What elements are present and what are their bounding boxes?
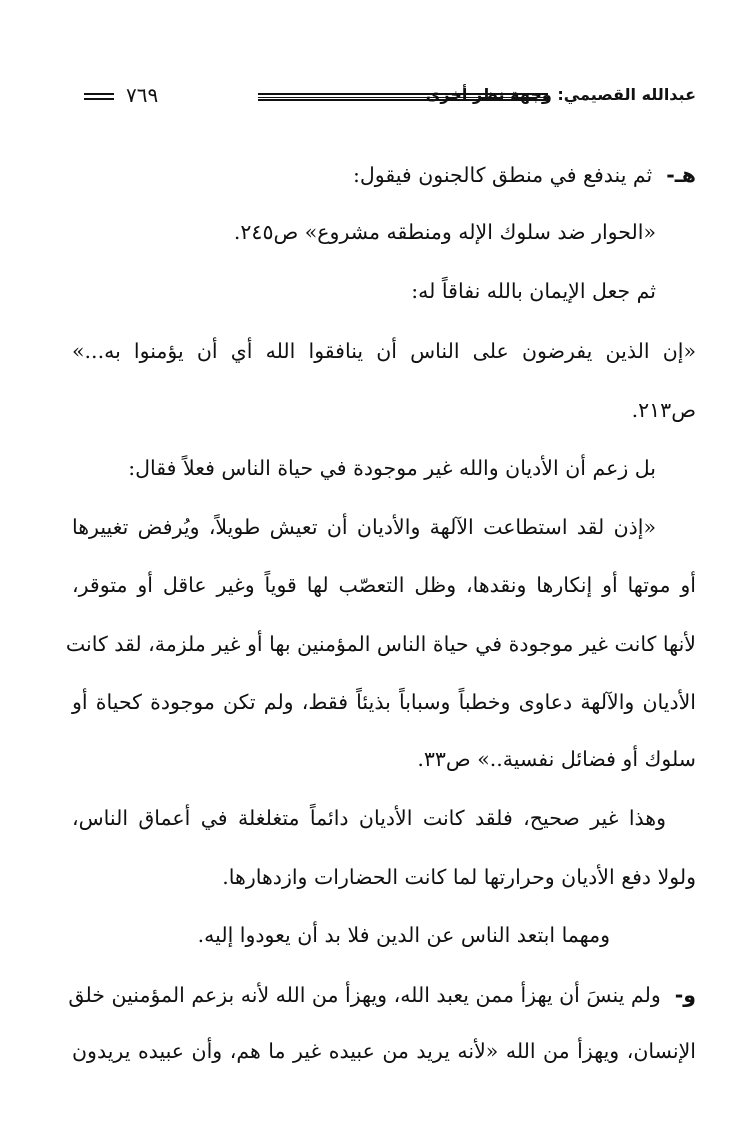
text-line: أو موتها أو إنكارها ونقدها، وظل التعصّب لها قوياً وغير عاقل أو متوقر، (72, 573, 696, 597)
text-line: سلوك أو فضائل نفسية..» ص٣٣. (417, 747, 696, 771)
text-line: «الحوار ضد سلوك الإله ومنطقه مشروع» ص٢٤٥. (233, 220, 656, 244)
text-line: «إذن لقد استطاعت الآلهة والأديان أن تعيش طويلاً، ويُرفض تغييرها (72, 515, 656, 539)
text-line: بل زعم أن الأديان والله غير موجودة في حياة الناس فعلاً فقال: (128, 456, 656, 480)
running-title: عبدالله القصيمي: وجهة نظر أخرى (425, 85, 696, 104)
text-line: ومهما ابتعد الناس عن الدين فلا بد أن يعودوا إليه. (197, 923, 610, 947)
page-number: ٧٦٩ (126, 83, 159, 107)
text-line: هـ-ثم يندفع في منطق كالجنون فيقول: (352, 163, 696, 187)
text-line: ثم جعل الإيمان بالله نفاقاً له: (411, 279, 656, 303)
page-number-rule (84, 93, 114, 97)
running-header (84, 84, 696, 110)
header-rule (258, 93, 548, 98)
text-line: ولولا دفع الأديان وحرارتها لما كانت الحضارات وازدهارها. (222, 865, 696, 889)
text-line: «إن الذين يفرضون على الناس أن ينافقوا الله أي أن يؤمنوا به...» (72, 339, 696, 363)
text-line: وهذا غير صحيح، فلقد كانت الأديان دائماً متغلغلة في أعماق الناس، (72, 806, 666, 830)
text-line: الأديان والآلهة دعاوى وخطباً وسباباً بذيئاً فقط، ولم تكن موجودة كحياة أو (72, 690, 696, 714)
item-marker: و- (674, 983, 696, 1007)
text-line: الإنسان، ويهزأ من الله «لأنه يريد من عبيده غير ما هم، وأن عبيده يريدون (72, 1039, 696, 1063)
text-line: ص٢١٣. (631, 398, 696, 422)
text-line: و-ولم ينسَ أن يهزأ ممن يعبد الله، ويهزأ من الله لأنه بزعم المؤمنين خلق (68, 983, 696, 1007)
text-line: لأنها كانت غير موجودة في حياة الناس المؤمنين بها أو غير ملزمة، لقد كانت (65, 632, 696, 656)
item-marker: هـ- (666, 163, 696, 187)
